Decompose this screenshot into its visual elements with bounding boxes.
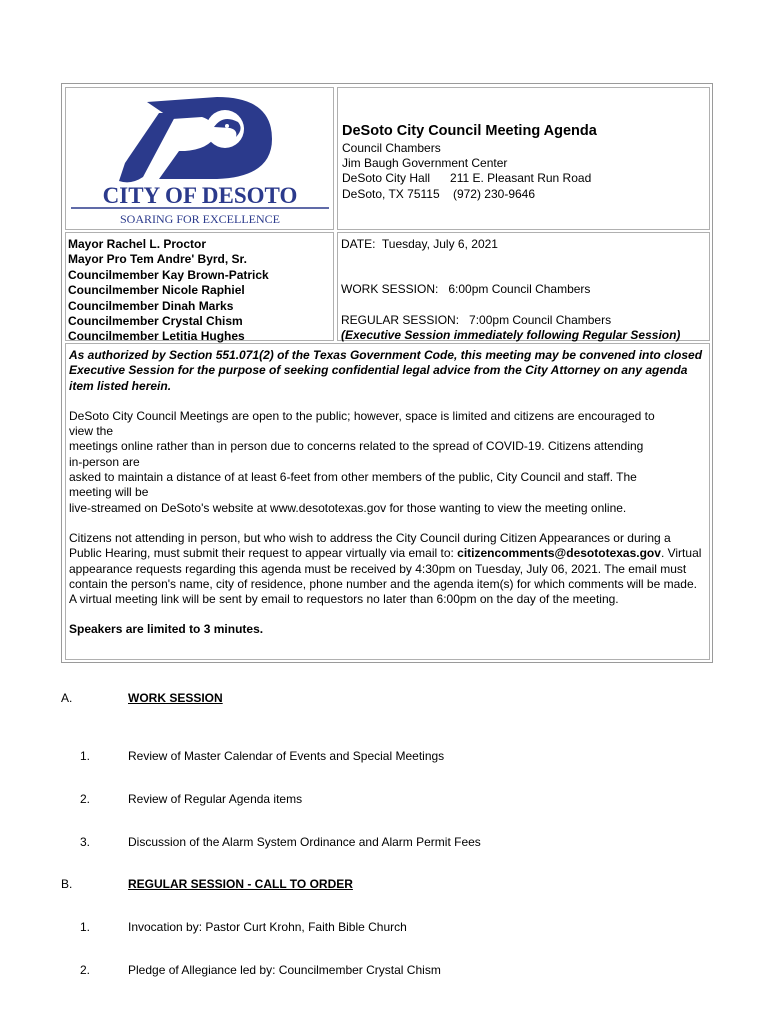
notice-cell	[65, 343, 710, 660]
member-name: Councilmember Nicole Raphiel	[68, 283, 245, 298]
agenda-item: Review of Master Calendar of Events and Special Meetings	[128, 749, 445, 763]
section-letter: A.	[61, 691, 73, 705]
address-line: DeSoto City Hall 211 E. Pleasant Run Road	[342, 171, 592, 185]
item-number: 1.	[80, 749, 91, 763]
address-line: Jim Baugh Government Center	[342, 156, 508, 170]
address-line: DeSoto, TX 75115 (972) 230-9646	[342, 187, 536, 201]
agenda-header-table	[61, 83, 713, 663]
public-notice-line: in-person are	[69, 454, 140, 469]
section-title-work-session: WORK SESSION	[128, 691, 223, 705]
schedule-cell	[337, 232, 710, 341]
agenda-item: Discussion of the Alarm System Ordinance and Alarm Permit Fees	[128, 835, 481, 849]
item-number: 3.	[80, 835, 91, 849]
public-notice-line: meeting will be	[69, 485, 149, 500]
section-title-regular-session: REGULAR SESSION - CALL TO ORDER	[128, 877, 353, 891]
section-letter: B.	[61, 877, 73, 891]
address-line: Council Chambers	[342, 141, 441, 155]
public-notice-line: view the	[69, 424, 114, 439]
public-notice-line: DeSoto City Council Meetings are open to the public; however, space is limited and citizens are encouraged to	[69, 408, 655, 423]
work-session-time: WORK SESSION: 6:00pm Council Chambers	[341, 282, 591, 296]
logo-tagline: SOARING FOR EXCELLENCE	[119, 212, 281, 226]
item-number: 2.	[80, 963, 91, 977]
public-notice-line: meetings online rather than in person due to concerns related to the spread of COVID-19. Citizens attending	[69, 439, 644, 454]
public-notice-line: live-streamed on DeSoto's website at www.desototexas.gov for those wanting to view the meeting online.	[69, 500, 627, 515]
council-members	[65, 232, 334, 344]
logo-name: CITY OF DESOTO	[102, 183, 298, 208]
speaker-limit: Speakers are limited to 3 minutes.	[69, 622, 264, 637]
comment-email: citizencomments@desototexas.gov	[457, 546, 661, 561]
city-of-desoto-logo	[67, 89, 332, 230]
legal-notice: As authorized by Section 551.071(2) of the Texas Government Code, this meeting may be convened into closed Executive Session for the purpose of seeking confidential legal advice from the City Attorney on any agenda item listed herein.	[69, 348, 703, 393]
agenda-item: Review of Regular Agenda items	[128, 792, 303, 806]
logo-cell	[65, 87, 334, 230]
title-cell	[337, 87, 710, 230]
public-notice-line: asked to maintain a distance of at least 6-feet from other members of the public, City Council and staff. The	[69, 470, 637, 485]
agenda-item: Invocation by: Pastor Curt Krohn, Faith Bible Church	[128, 920, 407, 934]
agenda-item: Pledge of Allegiance led by: Councilmember Crystal Chism	[128, 963, 441, 977]
regular-session-time: REGULAR SESSION: 7:00pm Council Chambers	[341, 313, 612, 327]
member-name: Mayor Pro Tem Andre' Byrd, Sr.	[68, 252, 247, 267]
virtual-text-before: Citizens not attending in person, but who wish to address the City Council during Citizen Appearances or during a Public Hearing, must submit their request to appear virtually via email to:	[69, 530, 671, 561]
member-name: Councilmember Letitia Hughes	[68, 329, 245, 344]
virtual-text-after: . Virtual appearance requests regarding this agenda must be received by 4:30pm on Tuesday, July 06, 2021. The email must contain the person's name, city of residence, phone number and the agenda item(s) for which comments will be made. A virtual meeting link will be sent by email to requestors no later than 6:00pm on the day of the meeting.	[69, 546, 702, 607]
meeting-title: DeSoto City Council Meeting Agenda	[342, 123, 597, 139]
member-name: Mayor Rachel L. Proctor	[68, 237, 207, 251]
member-name: Councilmember Dinah Marks	[68, 298, 234, 313]
member-name: Councilmember Kay Brown-Patrick	[68, 267, 269, 282]
executive-session-note: (Executive Session immediately following Regular Session)	[341, 328, 681, 342]
item-number: 1.	[80, 920, 91, 934]
item-number: 2.	[80, 792, 91, 806]
member-name: Councilmember Crystal Chism	[68, 314, 243, 329]
virtual-appearance-notice	[66, 531, 709, 607]
meeting-date: DATE: Tuesday, July 6, 2021	[341, 237, 498, 251]
